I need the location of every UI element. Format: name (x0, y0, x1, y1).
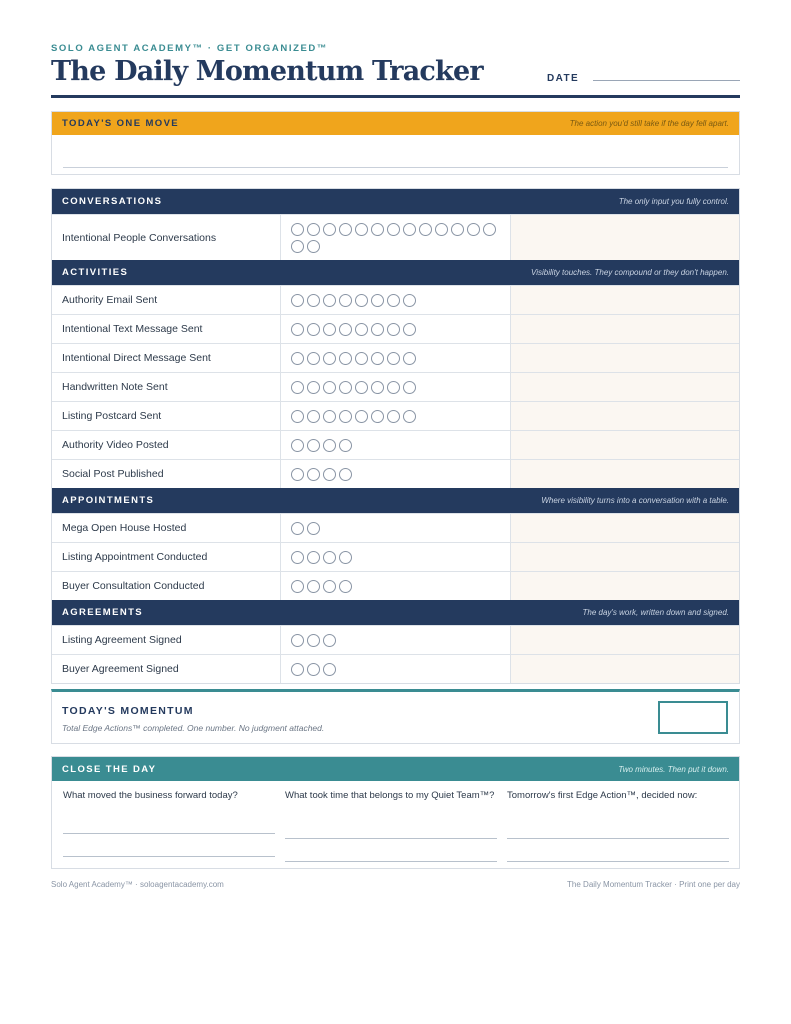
table-row (52, 343, 739, 372)
tally-circles (281, 514, 511, 542)
tally-circles (281, 315, 511, 343)
footer-left: Solo Agent Academy™ · soloagentacademy.com (51, 880, 224, 889)
row-label: Intentional Direct Message Sent (52, 344, 281, 372)
tally-circle[interactable] (339, 223, 352, 236)
table-row (52, 625, 739, 654)
tally-circle[interactable] (323, 352, 336, 365)
tally-circle[interactable] (307, 352, 320, 365)
tally-circle[interactable] (291, 223, 304, 236)
tally-circle[interactable] (291, 439, 304, 452)
tally-circle[interactable] (323, 551, 336, 564)
tally-circle[interactable] (419, 223, 432, 236)
answer-line[interactable] (63, 856, 275, 857)
tally-circle[interactable] (323, 663, 336, 676)
row-notes-field[interactable] (511, 402, 739, 430)
row-notes-field[interactable] (511, 572, 739, 600)
close-day-note: Two minutes. Then put it down. (618, 764, 729, 774)
tally-circle[interactable] (339, 580, 352, 593)
tally-circle[interactable] (339, 352, 352, 365)
tally-circle[interactable] (371, 223, 384, 236)
tally-circle[interactable] (339, 294, 352, 307)
row-notes-field[interactable] (511, 215, 739, 260)
one-move-bar (52, 112, 739, 135)
tally-circle[interactable] (403, 381, 416, 394)
table-row (52, 459, 739, 488)
date-field[interactable] (593, 80, 740, 81)
section-note: The day's work, written down and signed. (582, 608, 729, 617)
tally-circle[interactable] (387, 381, 400, 394)
close-day-section (51, 756, 740, 869)
tally-circle[interactable] (323, 323, 336, 336)
section-bar-activities (52, 260, 739, 285)
section-bar-agreements (52, 600, 739, 625)
answer-line[interactable] (507, 861, 729, 862)
tally-circles (281, 431, 511, 459)
tally-circle[interactable] (355, 223, 368, 236)
momentum-total-box[interactable] (658, 701, 728, 734)
tally-circle[interactable] (403, 352, 416, 365)
tally-circle[interactable] (291, 468, 304, 481)
close-day-title: CLOSE THE DAY (62, 763, 157, 775)
tally-circle[interactable] (291, 352, 304, 365)
one-move-title: TODAY'S ONE MOVE (62, 118, 180, 129)
close-day-question: What moved the business forward today? (63, 790, 238, 801)
tally-circle[interactable] (291, 522, 304, 535)
section-title: AGREEMENTS (62, 607, 144, 618)
row-notes-field[interactable] (511, 344, 739, 372)
tally-circle[interactable] (307, 381, 320, 394)
footer-right: The Daily Momentum Tracker · Print one per day (567, 880, 740, 889)
answer-line[interactable] (285, 838, 497, 839)
tally-circle[interactable] (291, 294, 304, 307)
close-day-question: What took time that belongs to my Quiet Team™? (285, 790, 495, 801)
row-label: Listing Agreement Signed (52, 626, 281, 654)
tally-circle[interactable] (291, 410, 304, 423)
tally-circle[interactable] (323, 381, 336, 394)
tally-circle[interactable] (291, 634, 304, 647)
row-label: Intentional People Conversations (52, 215, 281, 260)
tally-circle[interactable] (387, 294, 400, 307)
table-row (52, 285, 739, 314)
table-row (52, 430, 739, 459)
tally-circle[interactable] (387, 410, 400, 423)
row-notes-field[interactable] (511, 543, 739, 571)
table-row (52, 542, 739, 571)
tally-circle[interactable] (371, 352, 384, 365)
tally-circle[interactable] (355, 323, 368, 336)
tally-circle[interactable] (403, 223, 416, 236)
row-notes-field[interactable] (511, 315, 739, 343)
tally-circle[interactable] (307, 468, 320, 481)
tally-circle[interactable] (339, 410, 352, 423)
row-label: Mega Open House Hosted (52, 514, 281, 542)
answer-line[interactable] (63, 833, 275, 834)
row-label: Buyer Consultation Conducted (52, 572, 281, 600)
tally-circle[interactable] (307, 522, 320, 535)
tally-circles (281, 215, 511, 260)
section-title: APPOINTMENTS (62, 495, 155, 506)
section-note: Where visibility turns into a conversation with a table. (541, 496, 729, 505)
tally-circle[interactable] (387, 323, 400, 336)
tally-circle[interactable] (483, 223, 496, 236)
tally-circles (281, 402, 511, 430)
tally-circle[interactable] (323, 294, 336, 307)
section-title: CONVERSATIONS (62, 196, 163, 207)
table-row (52, 314, 739, 343)
tally-circles (281, 626, 511, 654)
section-note: The only input you fully control. (618, 197, 729, 206)
header-kicker: SOLO AGENT ACADEMY™ · GET ORGANIZED™ (51, 43, 328, 54)
tally-circles (281, 655, 511, 683)
section-bar-appointments (52, 488, 739, 513)
tally-circle[interactable] (387, 223, 400, 236)
tally-circle[interactable] (307, 551, 320, 564)
tracker-table (51, 188, 740, 684)
row-notes-field[interactable] (511, 514, 739, 542)
row-label: Listing Postcard Sent (52, 402, 281, 430)
row-label: Listing Appointment Conducted (52, 543, 281, 571)
tally-circles (281, 572, 511, 600)
answer-line[interactable] (285, 861, 497, 862)
section-note: Visibility touches. They compound or they don't happen. (531, 268, 729, 277)
tally-circle[interactable] (323, 468, 336, 481)
tally-circle[interactable] (403, 410, 416, 423)
one-move-field[interactable] (63, 167, 728, 168)
tally-circles (281, 373, 511, 401)
tally-circle[interactable] (371, 381, 384, 394)
tally-circle[interactable] (355, 381, 368, 394)
tally-circle[interactable] (291, 551, 304, 564)
table-row (52, 513, 739, 542)
one-move-section (51, 111, 740, 175)
tally-circles (281, 460, 511, 488)
tally-circle[interactable] (323, 223, 336, 236)
tally-circle[interactable] (371, 323, 384, 336)
row-notes-field[interactable] (511, 431, 739, 459)
tally-circles (281, 286, 511, 314)
tally-circle[interactable] (371, 410, 384, 423)
tally-circle[interactable] (291, 323, 304, 336)
tally-circle[interactable] (323, 439, 336, 452)
page-title: The Daily Momentum Tracker (51, 56, 483, 87)
tally-circle[interactable] (307, 580, 320, 593)
tally-circle[interactable] (339, 323, 352, 336)
tally-circle[interactable] (339, 468, 352, 481)
tally-circle[interactable] (387, 352, 400, 365)
row-notes-field[interactable] (511, 626, 739, 654)
tally-circle[interactable] (355, 294, 368, 307)
tally-circle[interactable] (307, 663, 320, 676)
row-label: Social Post Published (52, 460, 281, 488)
tally-circle[interactable] (323, 580, 336, 593)
row-label: Intentional Text Message Sent (52, 315, 281, 343)
tally-circle[interactable] (291, 663, 304, 676)
tally-circle[interactable] (307, 323, 320, 336)
tally-circle[interactable] (291, 240, 304, 253)
tally-circle[interactable] (339, 439, 352, 452)
momentum-subtitle: Total Edge Actions™ completed. One number. No judgment attached. (62, 723, 325, 733)
tally-circle[interactable] (307, 240, 320, 253)
close-day-bar (52, 757, 739, 781)
tally-circle[interactable] (307, 439, 320, 452)
tally-circles (281, 344, 511, 372)
table-row (52, 654, 739, 683)
date-label: DATE (547, 73, 580, 84)
tally-circle[interactable] (307, 410, 320, 423)
tally-circle[interactable] (451, 223, 464, 236)
tally-circle[interactable] (355, 352, 368, 365)
table-row (52, 372, 739, 401)
answer-line[interactable] (507, 838, 729, 839)
tally-circle[interactable] (467, 223, 480, 236)
section-bar-conversations (52, 189, 739, 214)
row-label: Authority Video Posted (52, 431, 281, 459)
tally-circle[interactable] (323, 410, 336, 423)
tally-circle[interactable] (323, 634, 336, 647)
momentum-section (51, 689, 740, 744)
one-move-note: The action you'd still take if the day fell apart. (569, 119, 729, 128)
row-notes-field[interactable] (511, 373, 739, 401)
tally-circle[interactable] (307, 294, 320, 307)
momentum-title: TODAY'S MOMENTUM (62, 705, 194, 717)
tally-circle[interactable] (435, 223, 448, 236)
tally-circle[interactable] (291, 381, 304, 394)
tally-circles (281, 543, 511, 571)
tally-circle[interactable] (355, 410, 368, 423)
section-title: ACTIVITIES (62, 267, 129, 278)
table-row (52, 401, 739, 430)
tally-circle[interactable] (371, 294, 384, 307)
table-row (52, 214, 739, 260)
tally-circle[interactable] (339, 551, 352, 564)
tally-circle[interactable] (307, 634, 320, 647)
row-notes-field[interactable] (511, 460, 739, 488)
tally-circle[interactable] (339, 381, 352, 394)
row-label: Handwritten Note Sent (52, 373, 281, 401)
tally-circle[interactable] (403, 323, 416, 336)
close-day-question: Tomorrow's first Edge Action™, decided now: (507, 790, 698, 801)
row-notes-field[interactable] (511, 655, 739, 683)
tally-circle[interactable] (291, 580, 304, 593)
title-rule (51, 95, 740, 98)
tally-circle[interactable] (307, 223, 320, 236)
table-row (52, 571, 739, 600)
row-notes-field[interactable] (511, 286, 739, 314)
row-label: Buyer Agreement Signed (52, 655, 281, 683)
tally-circle[interactable] (403, 294, 416, 307)
row-label: Authority Email Sent (52, 286, 281, 314)
